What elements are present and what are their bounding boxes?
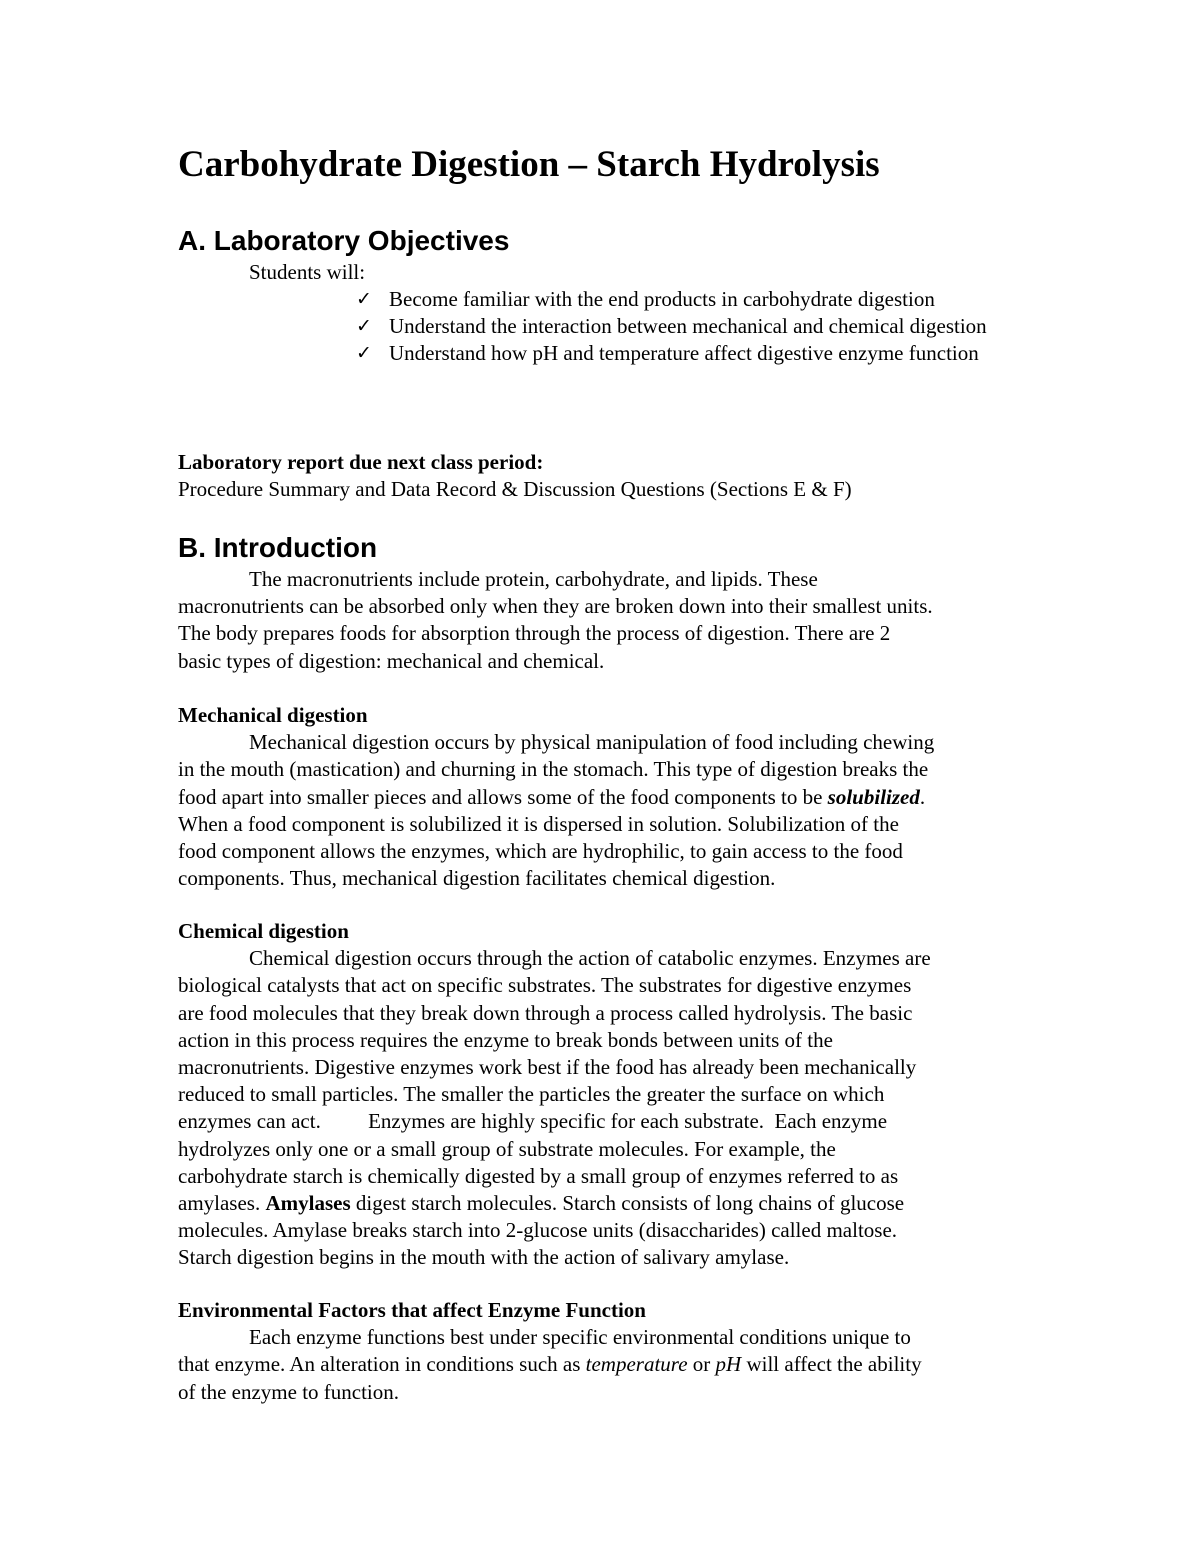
paragraph-line: action in this process requires the enzyme to break bonds between units of the xyxy=(178,1027,833,1052)
section-b-heading: B. Introduction xyxy=(178,532,378,563)
report-due-block xyxy=(178,449,1038,503)
paragraph-line: enzymes can act. Enzymes are highly specific for each substrate. Each enzyme xyxy=(178,1109,888,1134)
text-run: food apart into smaller pieces and allows some of the food components to be xyxy=(178,784,828,809)
paragraph-line: components. Thus, mechanical digestion facilitates chemical digestion. xyxy=(178,866,776,891)
paragraph-line: macronutrients. Digestive enzymes work best if the food has already been mechanically xyxy=(178,1054,917,1079)
checkmark-icon: ✓ xyxy=(356,342,372,365)
objectives-list xyxy=(356,286,996,368)
objective-text: Understand how pH and temperature affect digestive enzyme function xyxy=(389,341,979,366)
paragraph-line: of the enzyme to function. xyxy=(178,1379,400,1404)
paragraph-line: macronutrients can be absorbed only when they are broken down into their smallest units. xyxy=(178,594,933,619)
paragraph-line: food component allows the enzymes, which are hydrophilic, to gain access to the food xyxy=(178,838,903,863)
section-a-heading: A. Laboratory Objectives xyxy=(178,225,510,256)
paragraph-line xyxy=(178,784,1038,811)
subsection-heading: Chemical digestion xyxy=(178,919,349,943)
text-run: digest starch molecules. Starch consists of long chains of glucose xyxy=(350,1190,905,1215)
emphasis-term: temperature xyxy=(585,1352,688,1377)
emphasis-term: pH xyxy=(715,1352,742,1377)
objective-item xyxy=(356,340,996,367)
objective-text: Understand the interaction between mechanical and chemical digestion xyxy=(389,314,987,339)
objective-item xyxy=(356,286,996,313)
paragraph-line: biological catalysts that act on specific substrates. The substrates for digestive enzymes xyxy=(178,973,912,998)
paragraph-line: The body prepares foods for absorption through the process of digestion. There are 2 xyxy=(178,621,891,646)
paragraph-line: are food molecules that they break down through a process called hydrolysis. The basic xyxy=(178,1000,913,1025)
subsection-heading: Mechanical digestion xyxy=(178,703,368,727)
objectives-lead: Students will: xyxy=(249,260,366,284)
paragraph-line: Mechanical digestion occurs by physical manipulation of food including chewing xyxy=(249,730,935,755)
paragraph-line: When a food component is solubilized it is dispersed in solution. Solubilization of the xyxy=(178,811,899,836)
paragraph-line: Chemical digestion occurs through the action of catabolic enzymes. Enzymes are xyxy=(249,946,931,971)
text-run: . xyxy=(919,784,926,809)
paragraph-line: Each enzyme functions best under specific environmental conditions unique to xyxy=(249,1325,911,1350)
paragraph-line: Starch digestion begins in the mouth with the action of salivary amylase. xyxy=(178,1245,790,1270)
environmental-factors-section xyxy=(178,1297,1038,1406)
paragraph-line: molecules. Amylase breaks starch into 2-glucose units (disaccharides) called maltose. xyxy=(178,1218,898,1243)
mechanical-digestion-section xyxy=(178,702,1038,892)
objective-item xyxy=(356,313,996,340)
text-run: or xyxy=(687,1352,716,1377)
paragraph-line: in the mouth (mastication) and churning in the stomach. This type of digestion breaks the xyxy=(178,757,929,782)
paragraph-line xyxy=(178,1351,1038,1378)
document-title: Carbohydrate Digestion – Starch Hydrolysis xyxy=(178,144,880,185)
paragraph-line: basic types of digestion: mechanical and chemical. xyxy=(178,648,605,673)
report-due-label: Laboratory report due next class period: xyxy=(178,450,544,474)
chemical-digestion-section xyxy=(178,918,1038,1271)
paragraph-line: carbohydrate starch is chemically digested by a small group of enzymes referred to as xyxy=(178,1163,899,1188)
checkmark-icon: ✓ xyxy=(356,288,372,310)
emphasis-term: Amylases xyxy=(265,1190,351,1215)
subsection-heading: Environmental Factors that affect Enzyme Function xyxy=(178,1298,646,1322)
report-due-text: Procedure Summary and Data Record & Discussion Questions (Sections E & F) xyxy=(178,477,852,502)
paragraph-line: reduced to small particles. The smaller the particles the greater the surface on which xyxy=(178,1082,885,1107)
paragraph-line: The macronutrients include protein, carbohydrate, and lipids. These xyxy=(249,567,818,591)
text-run: that enzyme. An alteration in conditions such as xyxy=(178,1352,586,1377)
objective-text: Become familiar with the end products in carbohydrate digestion xyxy=(389,287,935,311)
checkmark-icon: ✓ xyxy=(356,315,372,338)
text-run: will affect the ability xyxy=(741,1352,922,1377)
paragraph-line xyxy=(178,1190,1038,1217)
paragraph-line: hydrolyzes only one or a small group of substrate molecules. For example, the xyxy=(178,1136,836,1161)
emphasis-term: solubilized xyxy=(827,784,920,809)
text-run: amylases. xyxy=(178,1190,266,1215)
introduction-paragraph xyxy=(178,566,1038,675)
